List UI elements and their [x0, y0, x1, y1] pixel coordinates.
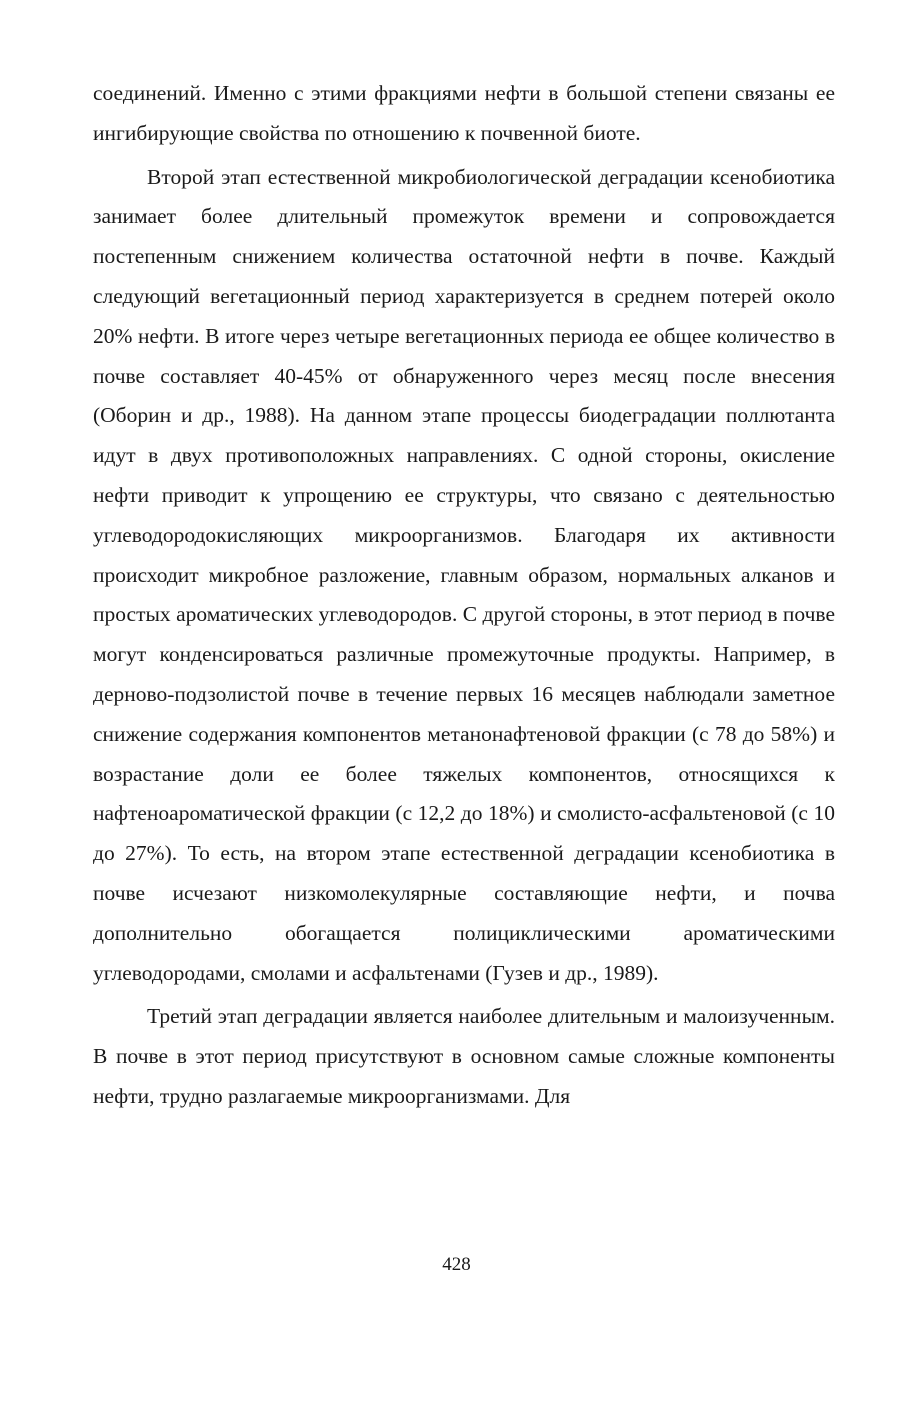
page-number: 428 [442, 1254, 471, 1275]
body-text [93, 74, 835, 1117]
paragraph-third-stage: Третий этап деградации является наиболее длительным и малоизученным. В почве в этот период присутствуют в основном самые сложные компоненты нефти, трудно разлагаемые микроорганизмами. Для [93, 1004, 835, 1108]
paragraph-second-stage: Второй этап естественной микробиологической деградации ксенобиотика занимает более длительный промежуток времени и сопровождается постепенным снижением количества остаточной нефти в почве. Каждый следующий вегетационный период характеризуется в среднем потерей около 20% нефти. В итоге через четыре вегетационных периода ее общее количество в почве составляет 40-45% от обнаруженного через месяц после внесения (Оборин и др., 1988). На данном этапе процессы биодеградации поллютанта идут в двух противоположных направлениях. С одной стороны, окисление нефти приводит к упрощению ее структуры, что связано с деятельностью углеводородокисляющих микроорганизмов. Благодаря их активности происходит микробное разложение, главным образом, нормальных алканов и простых ароматических углеводородов. С другой стороны, в этот период в почве могут конденсироваться различные промежуточные продукты. Например, в дерново-подзолистой почве в течение первых 16 месяцев наблюдали заметное снижение содержания компонентов метанонафтеновой фракции (с 78 до 58%) и возрастание доли ее более тяжелых компонентов, относящихся к нафтеноароматической фракции (с 12,2 до 18%) и смолисто-асфальтеновой (с 10 до 27%). То есть, на втором этапе естественной деградации ксенобиотика в почве исчезают низкомолекулярные составляющие нефти, и почва дополнительно обогащается полициклическими ароматическими углеводородами, смолами и асфальтенами (Гузев и др., 1989). [93, 164, 835, 985]
paragraph-continuation: соединений. Именно с этими фракциями нефти в большой степени связаны ее ингибирующие свойства по отношению к почвенной биоте. [93, 81, 835, 145]
